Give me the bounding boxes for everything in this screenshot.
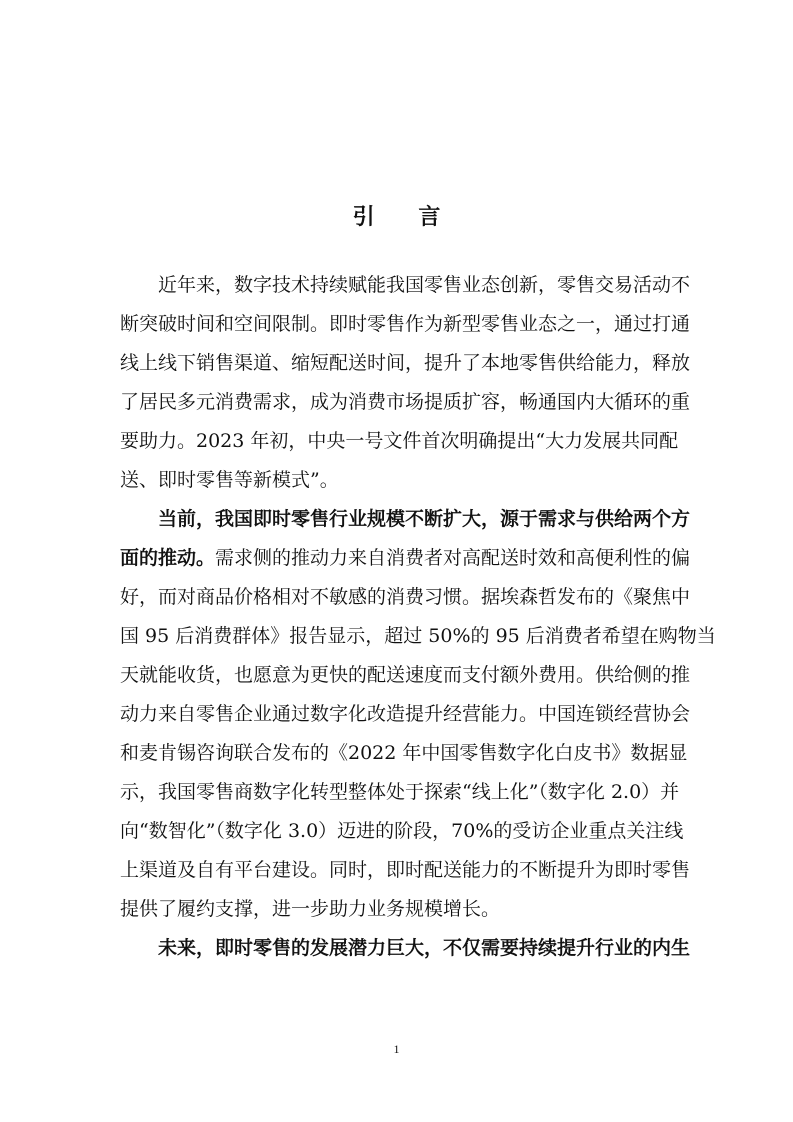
paragraph-2-line-6: 动力来自零售企业通过数字化改造提升经营能力。中国连锁经营协会 [120, 703, 691, 725]
paragraph-2-line-2 [120, 539, 691, 578]
page-title: 引 言 [352, 205, 459, 230]
paragraph-2-line-3: 好，而对商品价格相对不敏感的消费习惯。据埃森哲发布的《聚焦中 [120, 586, 691, 608]
paragraph-2-lead-line-1: 当前，我国即时零售行业规模不断扩大，源于需求与供给两个方 [158, 508, 691, 530]
paragraph-2-lead-end: 面的推动。 [120, 547, 216, 569]
paragraph-1-line-5: 要助力。2023 年初，中央一号文件首次明确提出“大力发展共同配 [120, 430, 679, 452]
paragraph-1-line-4: 了居民多元消费需求，成为消费市场提质扩容，畅通国内大循环的重 [120, 391, 691, 413]
paragraph-2-line-7: 和麦肯锡咨询联合发布的《2022 年中国零售数字化白皮书》数据显 [120, 742, 688, 764]
paragraph-2-line-9: 向“数智化”（数字化 3.0）迈进的阶段，70%的受访企业重点关注线 [120, 820, 684, 842]
paragraph-2-line-10: 上渠道及自有平台建设。同时，即时配送能力的不断提升为即时零售 [120, 859, 691, 881]
paragraph-2-line-8: 示，我国零售商数字化转型整体处于探索“线上化”（数字化 2.0）并 [120, 781, 680, 803]
paragraph-3-line-1: 未来，即时零售的发展潜力巨大，不仅需要持续提升行业的内生 [158, 937, 691, 959]
paragraph-2-line-11: 提供了履约支撑，进一步助力业务规模增长。 [120, 898, 501, 920]
paragraph-1-line-1: 近年来，数字技术持续赋能我国零售业态创新，零售交易活动不 [158, 274, 691, 296]
paragraph-1-line-2: 断突破时间和空间限制。即时零售作为新型零售业态之一，通过打通 [120, 313, 691, 335]
paragraph-2-line-2-rest: 需求侧的推动力来自消费者对高配送时效和高便利性的偏 [215, 547, 691, 569]
document-body [120, 266, 716, 968]
paragraph-1-line-3: 线上线下销售渠道、缩短配送时间，提升了本地零售供给能力，释放 [120, 352, 691, 374]
paragraph-2-line-5: 天就能收货，也愿意为更快的配送速度而支付额外费用。供给侧的推 [120, 664, 691, 686]
paragraph-2-line-4: 国 95 后消费群体》报告显示，超过 50%的 95 后消费者希望在购物当 [120, 625, 716, 647]
paragraph-1-line-6: 送、即时零售等新模式”。 [120, 469, 339, 491]
page-number: 1 [393, 1042, 400, 1056]
